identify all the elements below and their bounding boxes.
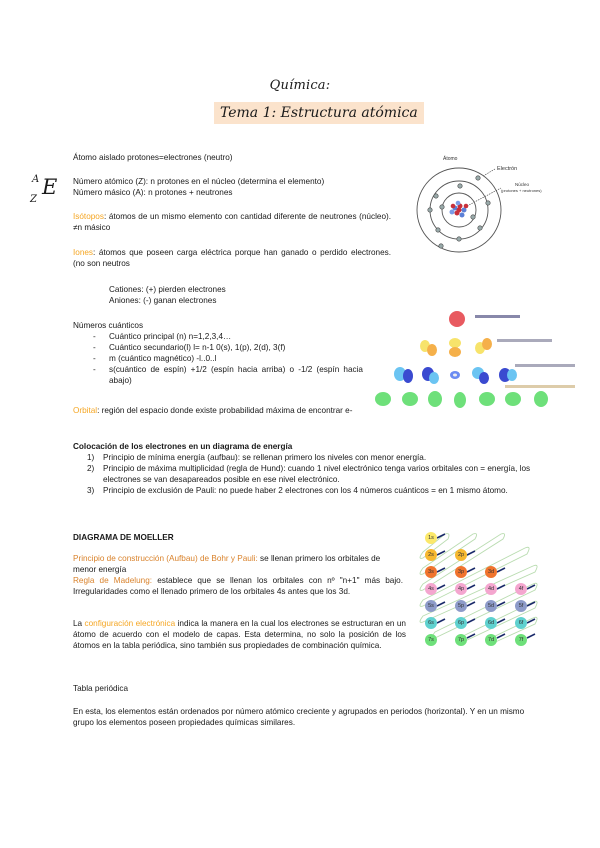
quantum-number-item: - Cuántico principal (n) n=1,2,3,4… — [73, 331, 363, 342]
orbital-term: Orbital — [73, 406, 98, 415]
isolated-atom-text: Átomo aislado protones=electrones (neutro) — [73, 153, 233, 162]
nuclide-notation — [26, 172, 70, 208]
quantum-number-item: - s(cuántico de espín) +1/2 (espín hacia arriba) o -1/2 (espín hacia abajo) — [73, 364, 363, 386]
orbital-3p: 3p — [455, 566, 467, 578]
orbital-1s: 1s — [425, 532, 437, 544]
periodic-table-text: En esta, los elementos están ordenados por número atómico creciente y agrupados en periodos (horizontal). Y en un mismo grupo los elementos poseen propiedades químicas similares. — [73, 707, 525, 727]
madelung-text: establece que se llenan los orbitales con nº "n+1" más bajo. Irregularidades como el llenado primero de los orbitales 4s antes que los 3d. — [73, 576, 403, 596]
topic-title: Tema 1: Estructura atómica — [214, 102, 424, 124]
madelung-paragraph — [73, 575, 403, 597]
quantum-number-item: - m (cuántico magnético) -l..0..l — [73, 353, 363, 364]
configuration-term: configuración electrónica — [84, 619, 176, 628]
orbital-6d: 6d — [485, 617, 497, 629]
aufbau-term: Principio de construcción (Aufbau) de Bohr y Pauli: — [73, 554, 258, 563]
energy-principle-item — [73, 452, 533, 463]
orbital-4p: 4p — [455, 583, 467, 595]
energy-principle-item — [73, 463, 533, 485]
orbital-3s: 3s — [425, 566, 437, 578]
energy-principles-list — [73, 452, 533, 496]
orbital-6s: 6s — [425, 617, 437, 629]
orbital-2p: 2p — [455, 549, 467, 561]
svg-text:Electrón: Electrón — [497, 166, 518, 172]
energy-diagram-heading: Colocación de los electrones en un diagrama de energía — [73, 442, 293, 451]
orbital-2s: 2s — [425, 549, 437, 561]
orbital-paragraph — [73, 405, 388, 416]
config-pre: La — [73, 619, 85, 628]
atom-label: Átomo — [443, 156, 458, 162]
item-text: Principio de exclusión de Pauli: no puede haber 2 electrones con los 4 números cuánticos = en 1 mismo átomo. — [103, 486, 508, 495]
orbital-5p: 5p — [455, 600, 467, 612]
item-text: Principio de mínima energía (aufbau): se rellenan primero los niveles con menor energía. — [103, 453, 427, 462]
svg-text:Núcleo: Núcleo — [515, 182, 530, 187]
quantum-number-item: - Cuántico secundario(l) l= n-1 0(s), 1(p), 2(d), 3(f) — [73, 342, 363, 353]
periodic-table-heading: Tabla periódica — [73, 684, 129, 693]
orbital-definition: : región del espacio donde existe probabilidad máxima de encontrar e- — [97, 406, 353, 415]
aufbau-paragraph — [73, 553, 403, 575]
item-text: Principio de máxima multiplicidad (regla de Hund): cuando 1 nivel electrónico tenga varios orbitales con = energía, los electrones se van desapareados posible en ese nivel electrónico. — [103, 464, 531, 484]
quantum-numbers-list — [73, 331, 363, 386]
configuration-paragraph — [73, 618, 406, 651]
ions-paragraph — [73, 247, 391, 269]
atomic-number-text: Número atómico (Z): n protones en el núcleo (determina el elemento) — [73, 177, 325, 186]
isotopes-term: Isótopos — [73, 212, 104, 221]
element-symbol: E — [42, 175, 58, 199]
item-number: 3) — [87, 486, 95, 495]
moeller-heading: DIAGRAMA DE MOELLER — [73, 533, 174, 542]
subject-title: Química: — [269, 78, 331, 93]
ions-definition: : átomos que poseen carga eléctrica porque han ganado o perdido electrones. (no son neutros — [73, 248, 391, 268]
cations-text: Cationes: (+) pierden electrones — [109, 285, 226, 294]
quantum-numbers-heading: Números cuánticos — [73, 321, 144, 330]
orbital-7f: 7f — [515, 634, 527, 646]
orbital-6f: 6f — [515, 617, 527, 629]
anions-text: Aniones: (-) ganan electrones — [109, 296, 217, 305]
madelung-term: Regla de Madelung: — [73, 576, 153, 585]
atomic-number-symbol: Z — [30, 194, 37, 205]
aufbau-text: se llenan primero los orbitales de menor energía — [73, 554, 381, 574]
orbital-7d: 7d — [485, 634, 497, 646]
orbital-shapes-figure — [365, 302, 585, 417]
orbital-4s: 4s — [425, 583, 437, 595]
energy-principle-item — [73, 485, 533, 496]
isotopes-paragraph — [73, 211, 391, 233]
mass-number-text: Número másico (A): n protones + neutrones — [73, 188, 233, 197]
orbital-4d: 4d — [485, 583, 497, 595]
mass-number-symbol: A — [32, 174, 40, 185]
orbital-6p: 6p — [455, 617, 467, 629]
atom-diagram-figure — [405, 148, 580, 258]
moeller-diagram-figure — [415, 530, 550, 660]
isotopes-definition: : átomos de un mismo elemento con cantidad diferente de neutrones (núcleo). ≠n másico — [73, 212, 391, 232]
ions-term: Iones — [73, 248, 94, 257]
orbital-7s: 7s — [425, 634, 437, 646]
orbital-5f: 5f — [515, 600, 527, 612]
orbital-7p: 7p — [455, 634, 467, 646]
svg-text:(protones + neutrones): (protones + neutrones) — [501, 188, 542, 193]
orbital-5d: 5d — [485, 600, 497, 612]
item-number: 1) — [87, 453, 95, 462]
orbital-3d: 3d — [485, 566, 497, 578]
item-number: 2) — [87, 464, 95, 473]
configuration-text: indica la manera en la cual los electrones se estructuran en un átomo de acuerdo con el modelo de capas. Esta determina, no solo la posición de los átomos en la tabla periódica, sino también sus propiedades de combinación química. — [73, 619, 406, 650]
orbital-5s: 5s — [425, 600, 437, 612]
orbital-4f: 4f — [515, 583, 527, 595]
